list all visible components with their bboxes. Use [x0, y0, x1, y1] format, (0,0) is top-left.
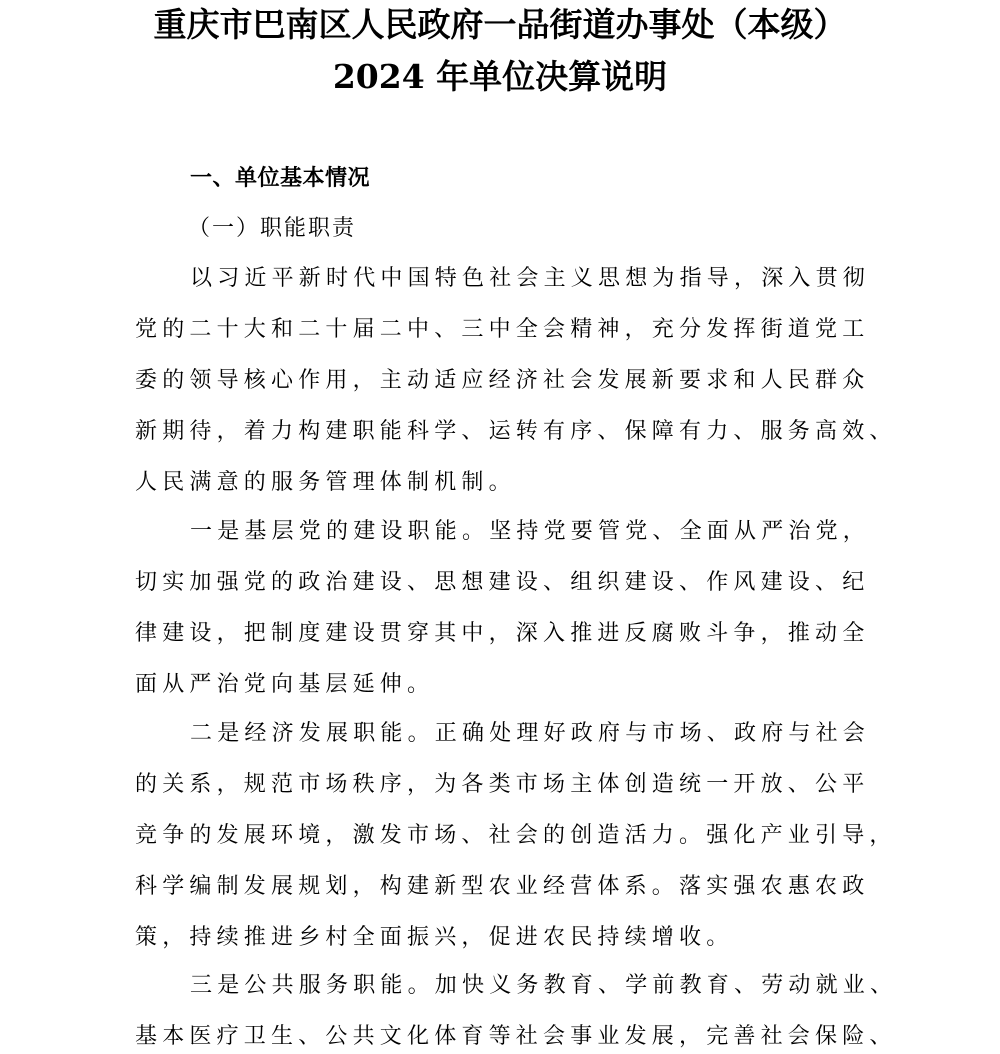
section-heading: 一、单位基本情况	[190, 166, 371, 191]
paragraph-line: 委的领导核心作用，主动适应经济社会发展新要求和人民群众	[135, 368, 870, 393]
document-title-line-1: 重庆市巴南区人民政府一品街道办事处（本级）	[153, 5, 847, 44]
document-title-line-2: 2024 年单位决算说明	[332, 57, 668, 96]
paragraph-line: 新期待，着力构建职能科学、运转有序、保障有力、服务高效、	[135, 419, 897, 444]
paragraph-line: 基本医疗卫生、公共文化体育等社会事业发展，完善社会保险、	[135, 1024, 897, 1049]
paragraph-line: 科学编制发展规划，构建新型农业经营体系。落实强农惠农政	[135, 874, 870, 899]
paragraph-line: 策，持续推进乡村全面振兴，促进农民持续增收。	[135, 925, 734, 950]
subsection-heading: （一）职能职责	[188, 216, 357, 241]
paragraph-line: 党的二十大和二十届二中、三中全会精神，充分发挥街道党工	[135, 317, 870, 342]
paragraph-line: 竞争的发展环境，激发市场、社会的创造活力。强化产业引导，	[135, 823, 897, 848]
paragraph-line: 切实加强党的政治建设、思想建设、组织建设、作风建设、纪	[135, 570, 870, 595]
paragraph-line: 面从严治党向基层延伸。	[135, 672, 435, 697]
paragraph-line: 以习近平新时代中国特色社会主义思想为指导，深入贯彻	[190, 266, 871, 291]
paragraph-line: 人民满意的服务管理体制机制。	[135, 470, 516, 495]
paragraph-line: 二是经济发展职能。正确处理好政府与市场、政府与社会	[190, 721, 871, 746]
paragraph-line: 三是公共服务职能。加快义务教育、学前教育、劳动就业、	[190, 973, 898, 998]
paragraph-line: 一是基层党的建设职能。坚持党要管党、全面从严治党，	[190, 519, 871, 544]
paragraph-line: 律建设，把制度建设贯穿其中，深入推进反腐败斗争，推动全	[135, 621, 870, 646]
paragraph-line: 的关系，规范市场秩序，为各类市场主体创造统一开放、公平	[135, 772, 870, 797]
